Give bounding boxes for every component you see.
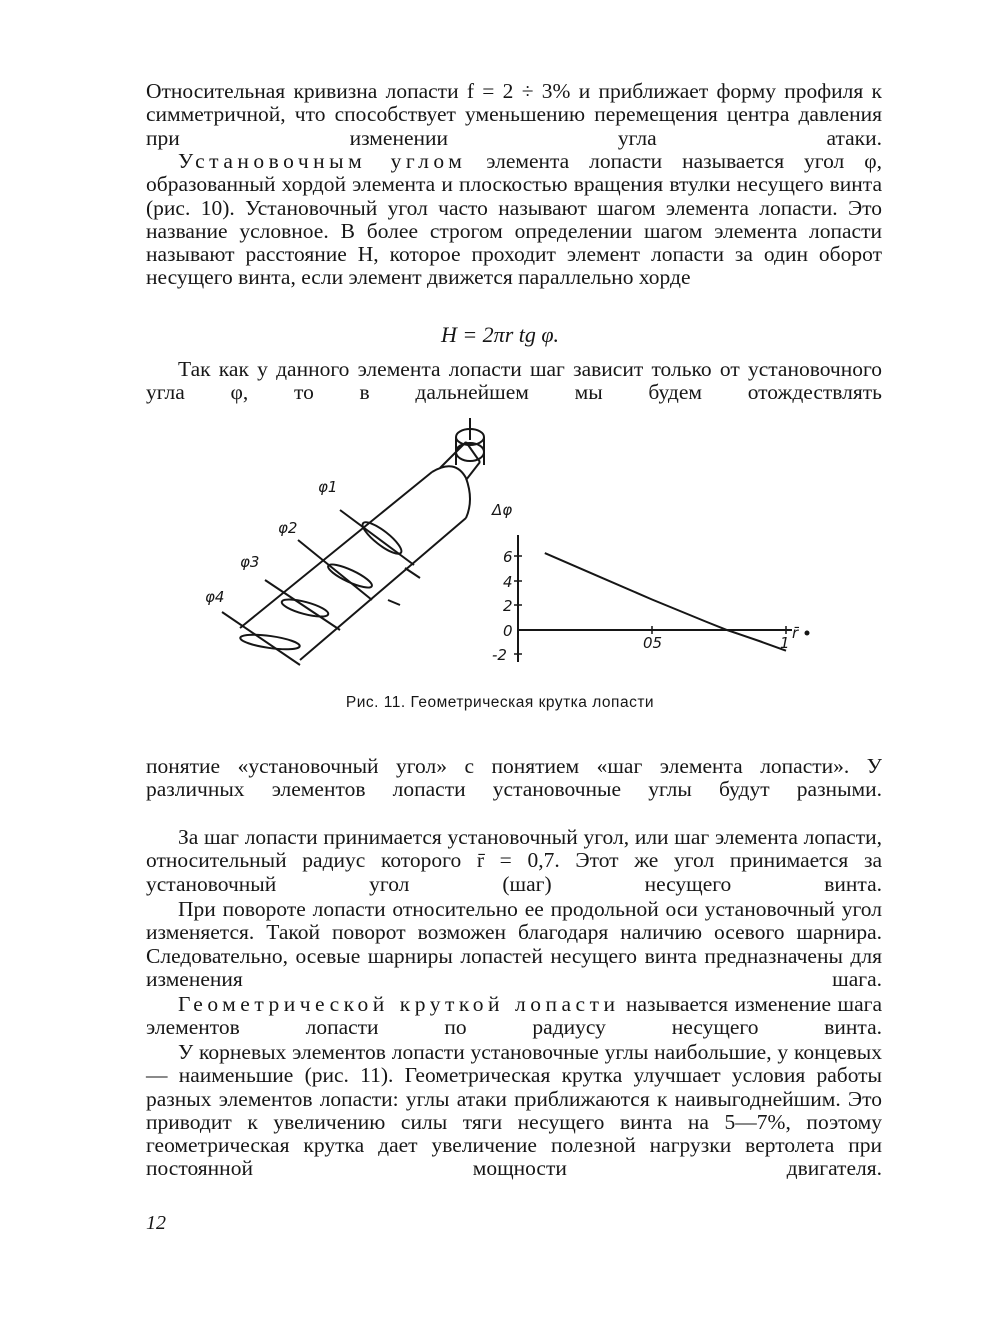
paragraph-geometric-twist xyxy=(146,993,882,1040)
paragraph-setting-angle-concept-text: понятие «установочный угол» с понятием «шаг элемента лопасти». У различных элементов лопасти установочные углы будут разными. xyxy=(146,754,882,802)
ytick-minus2: -2 xyxy=(492,646,507,664)
blade-label-phi4: φ4 xyxy=(205,588,225,606)
blade-label-phi1: φ1 xyxy=(318,478,338,496)
paragraph-geometric-twist-text: называется изменение шага элементов лопасти по радиусу несущего винта. xyxy=(146,992,883,1040)
paragraph-blade-pitch xyxy=(146,826,882,896)
paragraph-axial-hinge xyxy=(146,898,882,991)
paragraph-relative-curvature: Относительная кривизна лопасти f = 2 ÷ 3% и приближает форму профиля к симметричной, что способствует уменьшению перемещения центра давления при изменении угла атаки. xyxy=(146,79,882,150)
twist-curve xyxy=(545,553,786,651)
blade-label-phi2: φ2 xyxy=(278,519,298,537)
figure-caption: Рис. 11. Геометрическая крутка лопасти xyxy=(345,694,655,711)
paragraph-setting-angle-concept xyxy=(146,755,882,802)
plot-ylabel: Δφ xyxy=(492,501,513,519)
blade-drawing xyxy=(222,418,484,665)
blade-label-phi3: φ3 xyxy=(240,553,260,571)
paragraph-root-elements xyxy=(146,1041,882,1181)
xtick-1: 1 xyxy=(780,634,790,652)
page-number: 12 xyxy=(146,1212,166,1234)
paragraph-pitch-identity-text: Так как у данного элемента лопасти шаг зависит только от установочного угла φ, то в дальнейшем мы будем отождествлять xyxy=(146,357,882,405)
xtick-05: 05 xyxy=(643,634,663,652)
plot-xlabel: r̄ xyxy=(792,624,799,642)
paragraph-setting-angle-text: элемента лопасти называется угол φ, образованный хордой элемента и плоскостью вращения втулки несущего винта (рис. 10). Установочный угол часто называют шагом элемента лопасти. Это название условное. В более строгом определении шагом элемента лопасти называют расстояние H, которое проходит элемент лопасти за один оборот несущего винта, если элемент движется параллельно хорде xyxy=(146,149,883,290)
pitch-formula: H = 2πr tg φ. xyxy=(440,322,560,347)
ytick-6: 6 xyxy=(503,548,513,566)
paragraph-blade-pitch-text: За шаг лопасти принимается установочный угол, или шаг элемента лопасти, относительный радиус которого r̄ = 0,7. Этот же угол принимается за установочный угол (шаг) несущего винта. xyxy=(146,825,882,896)
twist-plot xyxy=(491,501,810,664)
ytick-2: 2 xyxy=(503,597,513,615)
paragraph-root-elements-text: У корневых элементов лопасти установочные углы наибольшие, у концевых — наименьшие (рис. 11). Геометрическая крутка улучшает условия работы разных элементов лопасти: углы атаки приближаются к наивыгоднейшим. Это приводит к увеличению силы тяги несущего винта на 5—7%, поэтому геометрическая крутка дает увеличение полезной нагрузки вертолета при постоянной мощности двигателя. xyxy=(146,1040,882,1181)
term-geometric-twist: Геометрической круткой лопасти xyxy=(178,992,620,1016)
paragraph-axial-hinge-text: При повороте лопасти относительно ее продольной оси установочный угол изменяется. Такой поворот возможен благодаря наличию осевого шарнира. Следовательно, осевые шарниры лопастей несущего винта предназначены для изменения шага. xyxy=(146,897,882,991)
term-setting-angle: Установочным углом xyxy=(178,149,467,173)
ytick-0: 0 xyxy=(503,622,513,640)
ytick-4: 4 xyxy=(503,573,513,591)
